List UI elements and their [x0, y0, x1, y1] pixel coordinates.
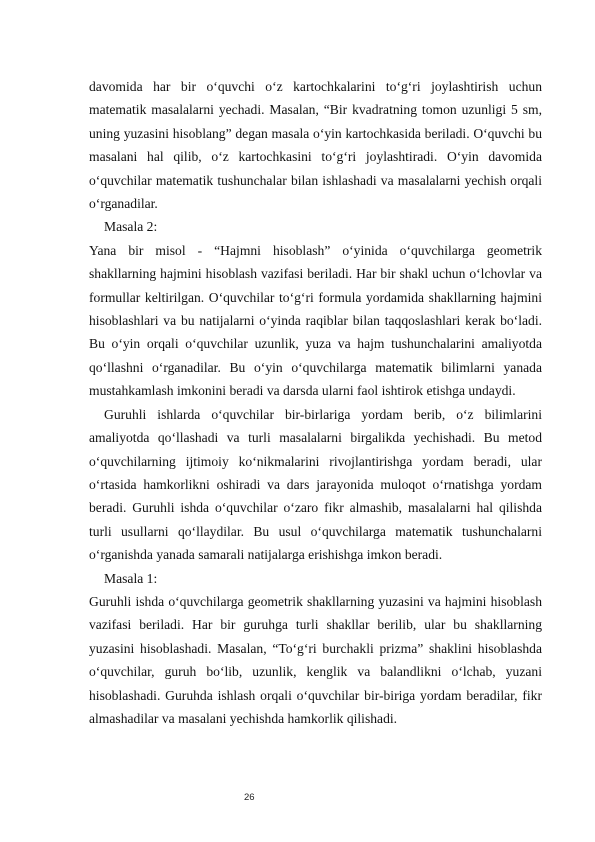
problem-heading-1: Masala 1:	[104, 570, 158, 586]
paragraph-group-task: Guruhli ishda o‘quvchilarga geometrik shakllarning yuzasini va hajmini hisoblash vazifasi beriladi. Har bir guruhga turli shakllar berilib, ular bu shakllarning yuzasini hisoblashadi. Masalan, “To‘g‘ri burchakli prizma” shaklini hisoblashda o‘quvchilar, guruh bo‘lib, uzunlik, kenglik va balandlikni o‘lchab, yuzani hisoblashadi. Guruhda ishlash orqali o‘quvchilar bir-biriga yordam beradilar, fikr almashadilar va masalani yechishda hamkorlik qilishadi.	[89, 593, 542, 726]
page-body	[89, 75, 542, 730]
paragraph-group-work: Guruhli ishlarda o‘quvchilar bir-birlariga yordam berib, o‘z bilimlarini amaliyotda qo‘llashadi va turli masalalarni birgalikda yechishadi. Bu metod o‘quvchilarning ijtimoiy ko‘nikmalarini rivojlantirishga yordam beradi, ular o‘rtasida hamkorlikni oshiradi va dars jarayonida muloqot o‘rnatishga yordam beradi. Guruhli ishda o‘quvchilar o‘zaro fikr almashib, masalalarni hal qilishda turli usullarni qo‘llaydilar. Bu usul o‘quvchilarga matematik tushunchalarni o‘rganishda yanada samarali natijalarga erishishga imkon beradi.	[89, 406, 542, 563]
problem-heading-2: Masala 2:	[104, 219, 158, 235]
paragraph-continuation: davomida har bir o‘quvchi o‘z kartochkalarini to‘g‘ri joylashtirish uchun matematik masalalarni yechadi. Masalan, “Bir kvadratning tomon uzunligi 5 sm, uning yuzasini hisoblang” degan masala o‘yin kartochkasida beriladi. O‘quvchi bu masalani hal qilib, o‘z kartochkasini to‘g‘ri joylashtiradi. O‘yin davomida o‘quvchilar matematik tushunchalar bilan ishlashadi va masalalarni yechish orqali o‘rganadilar.	[89, 79, 542, 212]
paragraph-volume-game: Yana bir misol - “Hajmni hisoblash” o‘yinida o‘quvchilarga geometrik shakllarning hajmini hisoblash vazifasi beriladi. Har bir shakl uchun o‘lchovlar va formullar keltirilgan. O‘quvchilar to‘g‘ri formula yordamida shakllarning hajmini hisoblashlari va bu natijalarni o‘yinda raqiblar bilan taqqoslashlari kerak bo‘ladi. Bu o‘yin orqali o‘quvchilar uzunlik, yuza va hajm tushunchalarini amaliyotda qo‘llashni o‘rganadilar. Bu o‘yin o‘quvchilarga matematik bilimlarni yanada mustahkamlash imkonini beradi va darsda ularni faol ishtirok etishga undaydi.	[89, 242, 542, 399]
page-number: 26	[244, 792, 255, 803]
